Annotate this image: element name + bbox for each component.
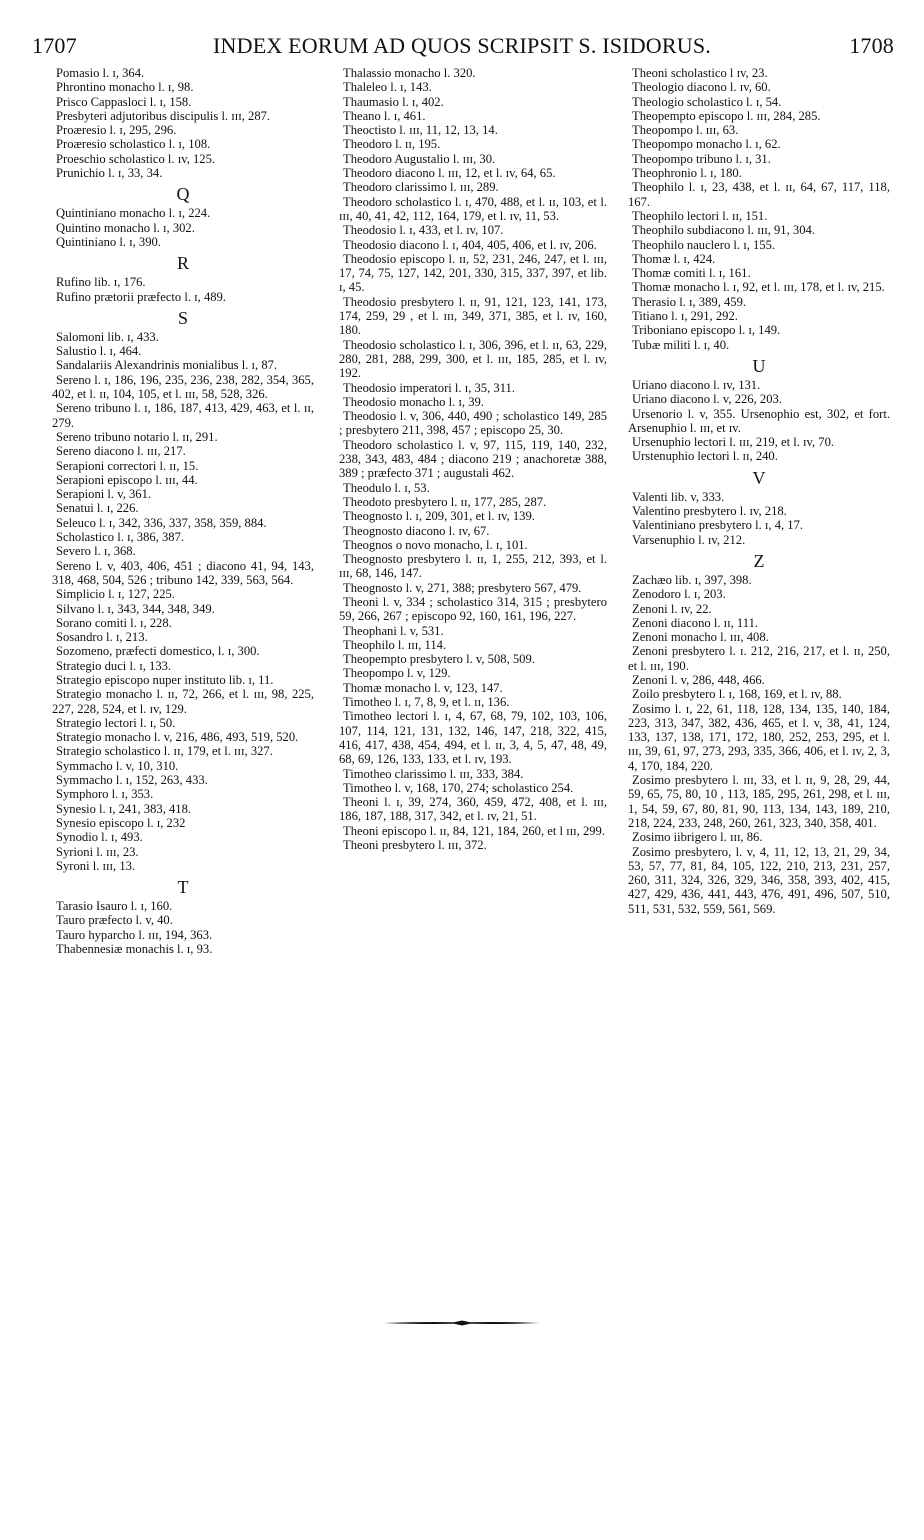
running-title: INDEX EORUM AD QUOS SCRIPSIT S. ISIDORUS. xyxy=(213,33,711,58)
index-entry: Quintiniano monacho l. ɪ, 224. xyxy=(56,206,211,221)
index-entry: Zachæo lib. ɪ, 397, 398. xyxy=(632,572,752,587)
index-entry: Thabennesiæ monachis l. ɪ, 93. xyxy=(56,942,213,957)
index-entry: Timotheo l. ɪ, 7, 8, 9, et l. ɪɪ, 136. xyxy=(343,695,510,710)
index-entry: Theophilo l. ɪɪɪ, 114. xyxy=(343,637,447,652)
page-header xyxy=(30,33,894,61)
index-entry: Quintiniano l. ɪ, 390. xyxy=(56,234,161,249)
index-entry: Theodosio presbytero l. ɪɪ, 91, 121, 123, 141, 173, 174, 259, 29 , et l. ɪɪɪ, 349, 371, 385, et l. ɪv, 160, 180. xyxy=(339,294,607,338)
index-entry: Timotheo l. v, 168, 170, 274; scholastico 254. xyxy=(343,780,574,795)
end-ornament xyxy=(384,1319,540,1327)
index-entry: Proeschio scholastico l. ɪv, 125. xyxy=(56,151,216,166)
index-entry: Theoni l. v, 334 ; scholastico 314, 315 ; presbytero 59, 266, 267 ; episcopo 92, 160, 161, 196, 227. xyxy=(339,594,607,624)
index-entry: Theophronio l. ɪ, 180. xyxy=(632,166,742,181)
index-entry: Urstenuphio lectori l. ɪɪ, 240. xyxy=(632,449,778,464)
index-entry: Theodoro l. ɪɪ, 195. xyxy=(343,137,441,152)
index-entry: Ursenuphio lectori l. ɪɪɪ, 219, et l. ɪv, 70. xyxy=(632,435,835,450)
index-entry: Sereno l. v, 403, 406, 451 ; diacono 41, 94, 143, 318, 468, 504, 526 ; tribuno 142, 339, 563, 564. xyxy=(52,558,314,587)
index-entry: Zosimo presbytero l. ɪɪɪ, 33, et l. ɪɪ, 9, 28, 29, 44, 59, 65, 75, 80, 10 , 113, 185, 295, 261, 298, et l. ɪɪɪ, 1, 54, 59, 67, 80, 81, 90, 113, 134, 143, 189, 210, 218, 224, 233, 248, 260, 261, 323, 340, 358, 401. xyxy=(628,773,890,830)
index-entry: Silvano l. ɪ, 343, 344, 348, 349. xyxy=(56,601,215,616)
index-entry: Theoni episcopo l. ɪɪ, 84, 121, 184, 260, et l ɪɪɪ, 299. xyxy=(343,823,605,838)
index-entry: Zenodoro l. ɪ, 203. xyxy=(632,587,726,602)
index-entry: Zoilo presbytero l. ɪ, 168, 169, et l. ɪv, 88. xyxy=(632,687,842,702)
index-entry: Sereno diacono l. ɪɪɪ, 217. xyxy=(56,444,186,459)
index-entry: Proæresio l. ɪ, 295, 296. xyxy=(56,123,177,138)
index-entry: Theodoro clarissimo l. ɪɪɪ, 289. xyxy=(343,180,499,195)
index-entry: Theodosio scholastico l. ɪ, 306, 396, et l. ɪɪ, 63, 229, 280, 281, 288, 299, 300, et l. ɪɪɪ, 185, 285, et l. ɪv, 192. xyxy=(339,337,607,381)
index-entry: Sereno tribuno l. ɪ, 186, 187, 413, 429, 463, et l. ɪɪ, 279. xyxy=(52,401,314,430)
index-entry: Theoni presbytero l. ɪɪɪ, 372. xyxy=(343,838,487,853)
index-column-3 xyxy=(628,66,890,916)
index-entry: Tubæ militi l. ɪ, 40. xyxy=(632,337,730,352)
index-entry: Sozomeno, præfecti domestico, l. ɪ, 300. xyxy=(56,644,260,659)
index-entry: Sereno tribuno notario l. ɪɪ, 291. xyxy=(56,429,218,444)
index-entry: Theophilo lectori l. ɪɪ, 151. xyxy=(632,208,768,223)
section-letter: Q xyxy=(176,184,190,205)
index-entry: Simplicio l. ɪ, 127, 225. xyxy=(56,587,175,602)
section-letter: V xyxy=(752,467,766,488)
index-entry: Theodoro Augustalio l. ɪɪɪ, 30. xyxy=(343,151,496,166)
index-entry: Theano l. ɪ, 461. xyxy=(343,108,426,123)
index-entry: Theodosio diacono l. ɪ, 404, 405, 406, et l. ɪv, 206. xyxy=(343,237,597,252)
index-entry: Proæresio scholastico l. ɪ, 108. xyxy=(56,137,211,152)
index-entry: Theoctisto l. ɪɪɪ, 11, 12, 13, 14. xyxy=(343,123,498,138)
index-entry: Theophilo nauclero l. ɪ, 155. xyxy=(632,237,776,252)
index-entry: Tauro hyparcho l. ɪɪɪ, 194, 363. xyxy=(56,927,213,942)
index-entry: Theodosio monacho l. ɪ, 39. xyxy=(343,394,484,409)
index-column-1 xyxy=(52,66,314,956)
index-entry: Prisco Cappasloci l. ɪ, 158. xyxy=(56,94,192,109)
section-letter: R xyxy=(176,253,189,274)
index-entry: Uriano diacono l. ɪv, 131. xyxy=(632,377,761,392)
index-entry: Theognosto presbytero l. ɪɪ, 1, 255, 212, 393, et l. ɪɪɪ, 68, 146, 147. xyxy=(339,552,607,581)
index-entry: Valenti lib. v, 333. xyxy=(632,489,725,504)
section-letter: U xyxy=(752,355,766,376)
index-entry: Thomæ monacho l. ɪ, 92, et l. ɪɪɪ, 178, et l. ɪv, 215. xyxy=(632,280,885,295)
page-number-left: 1707 xyxy=(32,33,77,58)
index-entry: Symphoro l. ɪ, 353. xyxy=(56,787,154,802)
index-entry: Theodosio l. ɪ, 433, et l. ɪv, 107. xyxy=(343,223,504,238)
index-entry: Thalassio monacho l. 320. xyxy=(343,66,476,80)
index-entry: Theodoro diacono l. ɪɪɪ, 12, et l. ɪv, 64, 65. xyxy=(343,166,556,181)
index-entry: Theopempto episcopo l. ɪɪɪ, 284, 285. xyxy=(632,108,821,123)
index-entry: Varsenuphio l. ɪv, 212. xyxy=(632,532,746,547)
index-entry: Serapioni l. v, 361. xyxy=(56,487,152,502)
index-entry: Zosimo presbytero, l. v, 4, 11, 12, 13, 21, 29, 34, 53, 57, 77, 81, 84, 105, 122, 210, 213, 231, 257, 260, 311, 324, 326, 329, 346, 358, 393, 402, 415, 427, 429, 436, 441, 443, 476, 491, 496, 507, 510, 511, 531, 532, 559, 561, 569. xyxy=(628,844,890,916)
index-entry: Severo l. ɪ, 368. xyxy=(56,544,136,559)
index-entry: Zenoni monacho l. ɪɪɪ, 408. xyxy=(632,630,769,645)
index-entry: Thomæ comiti l. ɪ, 161. xyxy=(632,266,751,281)
index-entry: Theodulo l. ɪ, 53. xyxy=(343,480,430,495)
index-entry: Zenoni l. ɪv, 22. xyxy=(632,601,712,616)
index-entry: Theodosio imperatori l. ɪ, 35, 311. xyxy=(343,380,515,395)
index-entry: Ursenorio l. v, 355. Ursenophio est, 302, et fort. Arsenuphio l. ɪɪɪ, et ɪv. xyxy=(628,406,890,435)
index-entry: Thaumasio l. ɪ, 402. xyxy=(343,94,444,109)
index-entry: Thaleleo l. ɪ, 143. xyxy=(343,80,432,95)
index-entry: Phrontino monacho l. ɪ, 98. xyxy=(56,80,194,95)
index-entry: Theologio scholastico l. ɪ, 54. xyxy=(632,94,782,109)
index-entry: Theopompo l. v, 129. xyxy=(343,666,451,681)
index-entry: Strategio monacho l. v, 216, 486, 493, 519, 520. xyxy=(56,730,299,745)
index-entry: Theologio diacono l. ɪv, 60. xyxy=(632,80,771,95)
index-entry: Theodoro scholastico l. v, 97, 115, 119, 140, 232, 238, 343, 483, 484 ; diacono 219 ; anachoretæ 388, 389 ; præfecto 371 ; augustali 462. xyxy=(339,437,607,481)
index-entry: Theodoto presbytero l. ɪɪ, 177, 285, 287. xyxy=(343,494,547,509)
index-entry: Theopompo tribuno l. ɪ, 31. xyxy=(632,151,771,166)
index-entry: Zenoni diacono l. ɪɪ, 111. xyxy=(632,615,759,630)
index-entry: Thomæ l. ɪ, 424. xyxy=(632,251,716,266)
index-entry: Sereno l. ɪ, 186, 196, 235, 236, 238, 282, 354, 365, 402, et l. ɪɪ, 104, 105, et l. ɪɪɪ, 58, 528, 326. xyxy=(52,372,314,402)
index-entry: Theodoro scholastico l. ɪ, 470, 488, et l. ɪɪ, 103, et l. ɪɪɪ, 40, 41, 42, 112, 164, 179, et l. ɪv, 11, 53. xyxy=(339,194,607,223)
index-column-2 xyxy=(339,66,607,852)
index-entry: Quintino monacho l. ɪ, 302. xyxy=(56,220,195,235)
section-letter: T xyxy=(177,877,189,898)
index-entry: Symmacho l. v, 10, 310. xyxy=(56,758,179,773)
index-entry: Theopempto presbytero l. v, 508, 509. xyxy=(343,652,535,667)
index-entry: Strategio monacho l. ɪɪ, 72, 266, et l. ɪɪɪ, 98, 225, 227, 228, 524, et l. ɪv, 129. xyxy=(52,687,314,716)
index-entry: Sandalariis Alexandrinis monialibus l. ɪ, 87. xyxy=(56,358,278,373)
index-entry: Thomæ monacho l. v, 123, 147. xyxy=(343,680,503,695)
index-entry: Serapioni episcopo l. ɪɪɪ, 44. xyxy=(56,472,198,487)
index-entry: Valentiniano presbytero l. ɪ, 4, 17. xyxy=(632,518,804,533)
index-entry: Theognosto l. ɪ, 209, 301, et l. ɪv, 139. xyxy=(343,509,535,524)
index-entry: Scholastico l. ɪ, 386, 387. xyxy=(56,530,185,545)
index-entry: Theophilo l. ɪ, 23, 438, et l. ɪɪ, 64, 67, 117, 118, 167. xyxy=(628,180,890,209)
index-entry: Theopompo l. ɪɪɪ, 63. xyxy=(632,123,739,138)
index-entry: Theognos o novo monacho, l. ɪ, 101. xyxy=(343,537,528,552)
index-entry: Theoni scholastico l ɪv, 23. xyxy=(632,66,768,80)
index-entry: Prunichio l. ɪ, 33, 34. xyxy=(56,166,163,181)
index-entry: Synodio l. ɪ, 493. xyxy=(56,830,143,845)
index-entry: Theognosto diacono l. ɪv, 67. xyxy=(343,523,490,538)
index-entry: Timotheo lectori l. ɪ, 4, 67, 68, 79, 102, 103, 106, 107, 114, 121, 131, 132, 146, 147, 218, 322, 415, 416, 417, 438, 454, 494, et l. ɪɪ, 3, 4, 5, 47, 48, 49, 68, 69, 126, 133, 133, et l. ɪv, 193. xyxy=(339,709,607,767)
index-entry: Zosimo iibrigero l. ɪɪɪ, 86. xyxy=(632,830,763,845)
index-entry: Strategio episcopo nuper instituto lib. ɪ, 11. xyxy=(56,672,274,687)
index-entry: Zosimo l. ɪ, 22, 61, 118, 128, 134, 135, 140, 184, 223, 313, 347, 382, 436, 465, et l. v, 38, 41, 124, 133, 137, 138, 171, 172, 180, 252, 253, 295, et l. ɪɪɪ, 39, 61, 97, 273, 293, 335, 366, 406, et l. ɪv, 2, 3, 4, 170, 184, 220. xyxy=(628,701,890,773)
index-entry: Sorano comiti l. ɪ, 228. xyxy=(56,615,172,630)
index-entry: Synesio episcopo l. ɪ, 232 xyxy=(56,815,186,830)
index-entry: Strategio lectori l. ɪ, 50. xyxy=(56,715,176,730)
section-letter: Z xyxy=(753,550,765,571)
index-entry: Seleuco l. ɪ, 342, 336, 337, 358, 359, 884. xyxy=(56,515,267,530)
index-entry: Synesio l. ɪ, 241, 383, 418. xyxy=(56,801,192,816)
index-entry: Strategio duci l. ɪ, 133. xyxy=(56,658,172,673)
index-entry: Theodosio episcopo l. ɪɪ, 52, 231, 246, 247, et l. ɪɪɪ, 17, 74, 75, 127, 142, 201, 330, 315, 337, 397, et lib. ɪ, 45. xyxy=(339,251,607,295)
index-entry: Rufino lib. ɪ, 176. xyxy=(56,275,146,290)
index-entry: Titiano l. ɪ, 291, 292. xyxy=(632,309,738,324)
index-entry: Syrioni l. ɪɪɪ, 23. xyxy=(56,844,139,859)
index-entry: Salustio l. ɪ, 464. xyxy=(56,344,142,359)
page-number-right: 1708 xyxy=(849,33,894,58)
index-entry: Rufino prætorii præfecto l. ɪ, 489. xyxy=(56,289,226,304)
index-entry: Therasio l. ɪ, 389, 459. xyxy=(632,294,747,309)
index-entry: Salomoni lib. ɪ, 433. xyxy=(56,329,159,344)
index-entry: Sosandro l. ɪ, 213. xyxy=(56,630,148,645)
index-entry: Strategio scholastico l. ɪɪ, 179, et l. ɪɪɪ, 327. xyxy=(56,744,273,759)
index-entry: Theopompo monacho l. ɪ, 62. xyxy=(632,137,781,152)
index-entry: Serapioni correctori l. ɪɪ, 15. xyxy=(56,458,199,473)
index-entry: Symmacho l. ɪ, 152, 263, 433. xyxy=(56,773,208,788)
index-entry: Theodosio l. v, 306, 440, 490 ; scholastico 149, 285 ; presbytero 211, 398, 457 ; episcopo 25, 30. xyxy=(339,409,607,438)
index-entry: Theoni l. ɪ, 39, 274, 360, 459, 472, 408, et l. ɪɪɪ, 186, 187, 188, 317, 342, et l. ɪv, 21, 51. xyxy=(339,795,607,824)
index-entry: Tauro præfecto l. v, 40. xyxy=(56,913,173,928)
index-entry: Tarasio Isauro l. ɪ, 160. xyxy=(56,899,173,914)
index-entry: Timotheo clarissimo l. ɪɪɪ, 333, 384. xyxy=(343,766,524,781)
index-entry: Triboniano episcopo l. ɪ, 149. xyxy=(632,323,781,338)
index-entry: Pomasio l. ɪ, 364. xyxy=(56,66,145,80)
index-entry: Uriano diacono l. v, 226, 203. xyxy=(632,392,782,407)
index-entry: Theognosto l. v, 271, 388; presbytero 567, 479. xyxy=(343,580,582,595)
index-entry: Presbyteri adjutoribus discipulis l. ɪɪɪ, 287. xyxy=(56,108,271,123)
index-entry: Theophani l. v, 531. xyxy=(343,623,444,638)
index-entry: Valentino presbytero l. ɪv, 218. xyxy=(632,504,787,519)
index-entry: Senatui l. ɪ, 226. xyxy=(56,501,139,516)
index-entry: Zenoni presbytero l. ɪ. 212, 216, 217, et l. ɪɪ, 250, et l. ɪɪɪ, 190. xyxy=(628,644,890,673)
index-entry: Zenoni l. v, 286, 448, 466. xyxy=(632,672,765,687)
section-letter: S xyxy=(177,307,188,328)
index-entry: Theophilo subdiacono l. ɪɪɪ, 91, 304. xyxy=(632,223,815,238)
index-entry: Syroni l. ɪɪɪ, 13. xyxy=(56,858,136,873)
